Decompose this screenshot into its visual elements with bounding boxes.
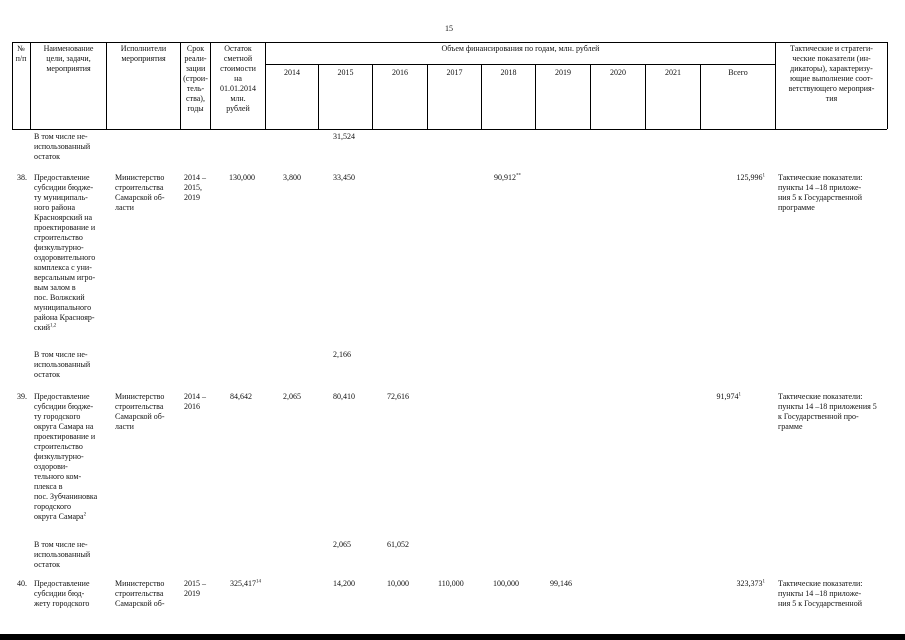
value-2016: 72,616 [387,392,409,401]
footnote-mark: 14 [256,579,261,585]
value-2018: 100,000 [493,579,519,588]
header-total: Всего [728,68,748,77]
row-name: В том числе не- использованный остаток [34,132,91,161]
page-number: 15 [445,24,453,33]
row-number: 40. [17,579,27,588]
footnote-mark: ** [516,173,521,179]
header-year-2016: 2016 [392,68,408,77]
value-2014: 2,065 [283,392,301,401]
row-term: 2014 – 2016 [184,392,206,411]
row-number: 38. [17,173,27,182]
header-year-2017: 2017 [446,68,463,77]
value-2016: 10,000 [387,579,409,588]
header-remaining: Остаток сметной стоимости на 01.01.2014 млн. рублей [220,44,256,113]
value-2014: 3,800 [283,173,301,182]
row-remaining: 130,000 [229,173,255,182]
row-total-text: 91,974 [716,392,739,401]
header-year-2018: 2018 [500,68,517,77]
value-2015: 80,410 [333,392,355,401]
header-year-2015: 2015 [337,68,354,77]
row-name-text: Предоставление субсидии бюдже- ту городского округа Самара на проектирование и строительство физкультурно- оздорови- тельного ком- плекса в пос. Зубчаниновка городского округа Самара [34,392,98,521]
row-name-text: Предоставление субсидии бюдже- ту муниципаль- ного района Красноярский на проектирование и строительство физкультурно- оздоровительного комплекса с уни- версальным игро- вым залом в пос. Волжский муниципального района Краснояр- ский [34,173,96,332]
row-indicator: Тактические показатели: пункты 14 –18 приложения 5 к Государственной про- грамме [778,392,877,431]
row-total [701,173,765,183]
value-2015: 2,166 [333,350,351,359]
header-year-2021: 2021 [665,68,681,77]
row-term: 2014 – 2015, 2019 [184,173,206,202]
header-name: Наименование цели, задачи, мероприятия [43,44,94,73]
header-year-2019: 2019 [555,68,571,77]
row-total [701,579,765,589]
value-2015: 14,200 [333,579,355,588]
row-executor: Министерство строительства Самарской об- ласти [115,173,165,212]
row-total [701,392,741,402]
row-indicator: Тактические показатели: пункты 14 –18 приложе- ния 5 к Государственной программе [778,173,863,212]
value-2018-text: 90,912 [494,173,516,182]
footnote-mark: 2 [83,512,87,518]
row-number: 39. [17,392,27,401]
row-remaining [211,579,261,589]
header-num: № п/п [15,44,27,63]
value-2015: 2,065 [333,540,351,549]
footnote-mark: 1,2 [50,323,57,329]
row-total-text: 323,373 [736,579,763,588]
row-remaining-text: 325,417 [230,579,256,588]
value-2015: 31,524 [333,132,355,141]
value-2017: 110,000 [438,579,464,588]
value-2018 [494,173,521,183]
header-year-2020: 2020 [610,68,626,77]
header-indicators: Тактические и стратеги- ческие показатели (ин- дикаторы), характеризу- ющие выполнение соот- ветствующего мероприя- тия [788,44,875,103]
row-executor: Министерство строительства Самарской об- ласти [115,392,165,431]
footnote-mark: 1 [762,579,765,585]
footnote-mark: 1 [762,173,765,179]
row-indicator: Тактические показатели: пункты 14 –18 приложе- ния 5 к Государственной [778,579,863,608]
footnote-mark: 1 [738,392,741,398]
row-term: 2015 – 2019 [184,579,206,598]
row-name [34,392,97,522]
row-remaining: 84,642 [230,392,252,401]
row-total-text: 125,996 [736,173,763,182]
row-name: В том числе не- использованный остаток [34,540,91,569]
row-name [34,173,95,333]
row-executor: Министерство строительства Самарской об- [115,579,165,608]
header-funding-group: Объем финансирования по годам, млн. рублей [441,44,600,53]
header-year-2014: 2014 [284,68,300,77]
value-2015: 33,450 [333,173,355,182]
row-name: В том числе не- использованный остаток [34,350,91,379]
page-bottom-edge [0,634,905,640]
value-2019: 99,146 [550,579,572,588]
header-executors: Исполнители мероприятия [120,44,167,63]
header-term: Срок реали- зации (строи- тель- ства), годы [183,44,208,113]
row-name: Предоставление субсидии бюд- жету городского [34,579,90,608]
value-2016: 61,052 [387,540,409,549]
